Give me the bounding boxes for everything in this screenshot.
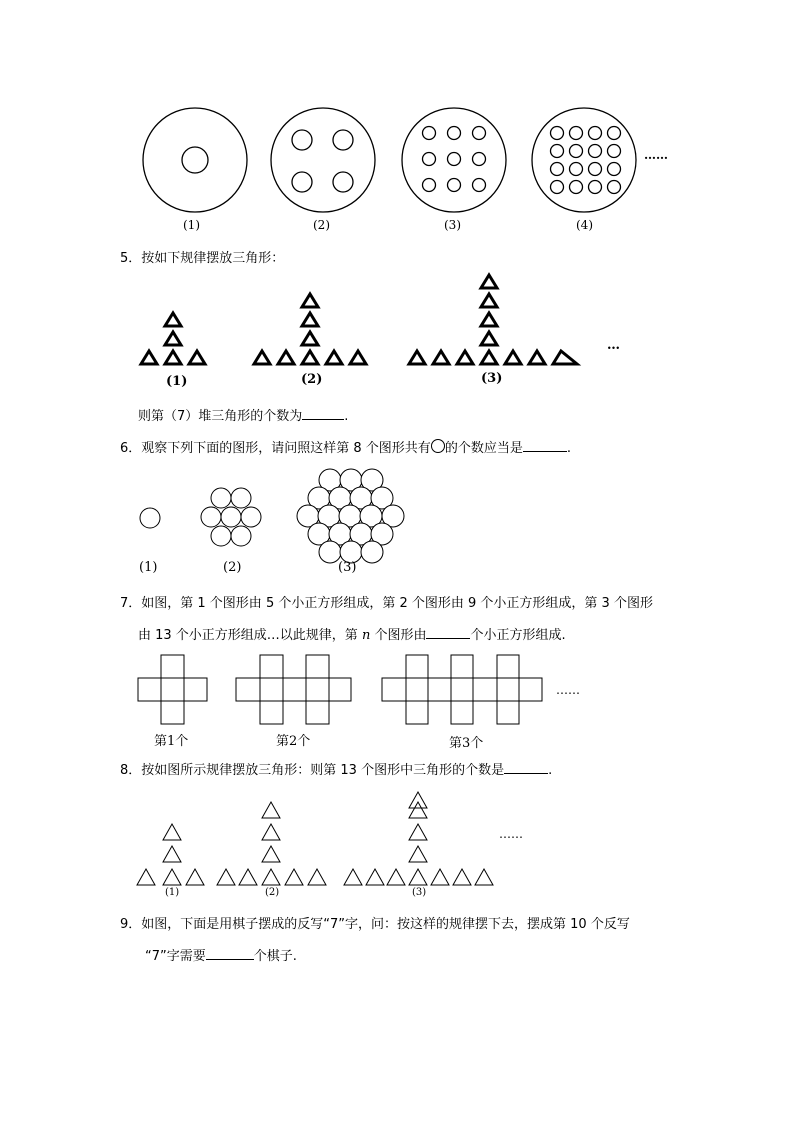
answer-blank-9[interactable] [206, 945, 254, 960]
circle-symbol-icon [431, 439, 445, 453]
question-5-ask: 则第（7）堆三角形的个数为 . [138, 405, 348, 427]
answer-blank-6[interactable] [523, 437, 567, 452]
q7-ellipsis: …… [556, 683, 580, 697]
q7-label-2: 第2个 [276, 734, 311, 749]
q6-label-1: (1) [139, 560, 158, 575]
question-8-text: 8．按如图所示规律摆放三角形：则第 13 个图形中三角形的个数是 . [120, 759, 552, 781]
answer-blank-8[interactable] [504, 759, 548, 774]
q5-label-2: (2) [301, 372, 323, 387]
big-circle-1 [143, 108, 247, 212]
fig-label-2: (2) [313, 218, 330, 232]
q8-label-2: (2) [265, 887, 280, 898]
q5-triangle-figure [0, 280, 794, 400]
q5-label-1: (1) [166, 374, 188, 389]
question-6-text: 6．观察下列下面的图形，请问照这样第 8 个图形共有 的个数应当是 . [120, 437, 571, 459]
answer-blank-7[interactable] [426, 624, 470, 639]
question-9-line-1: 9．如图，下面是用棋子摆成的反写“7”字，问：按这样的规律摆下去，摆成第 10 个反写 [120, 917, 630, 932]
big-circle-4 [532, 108, 636, 212]
fig-ellipsis: …… [644, 148, 668, 162]
q8-label-3: (3) [412, 887, 427, 898]
circle-pattern-figure [0, 0, 794, 240]
q5-label-3: (3) [481, 371, 503, 386]
q5-ellipsis: … [607, 338, 620, 353]
q6-label-2: (2) [223, 560, 242, 575]
question-7-line-1: 7．如图，第 1 个图形由 5 个小正方形组成，第 2 个图形由 9 个小正方形组成，第 3 个图形 [120, 596, 653, 611]
q6-label-3: (3) [338, 560, 357, 575]
q8-label-1: (1) [165, 887, 180, 898]
fig-label-3: (3) [444, 218, 461, 232]
q7-label-1: 第1个 [154, 734, 189, 749]
q8-triangle-figure [0, 785, 794, 895]
question-5-text: 5．按如下规律摆放三角形： [120, 251, 285, 266]
fig-label-4: (4) [576, 218, 593, 232]
q7-square-figure [0, 652, 794, 732]
small-circle [182, 147, 208, 173]
question-9-line-2: “7”字需要 个棋子. [145, 945, 297, 967]
answer-blank-5[interactable] [302, 405, 344, 420]
big-circle-2 [271, 108, 375, 212]
fig-label-1: (1) [183, 218, 200, 232]
q6-circle-cluster-figure [0, 462, 794, 572]
question-7-line-2: 由 13 个小正方形组成…以此规律，第 n 个图形由 个小正方形组成. [138, 624, 566, 646]
q8-ellipsis: …… [499, 827, 523, 841]
big-circle-3 [402, 108, 506, 212]
q7-label-3: 第3个 [449, 736, 484, 751]
